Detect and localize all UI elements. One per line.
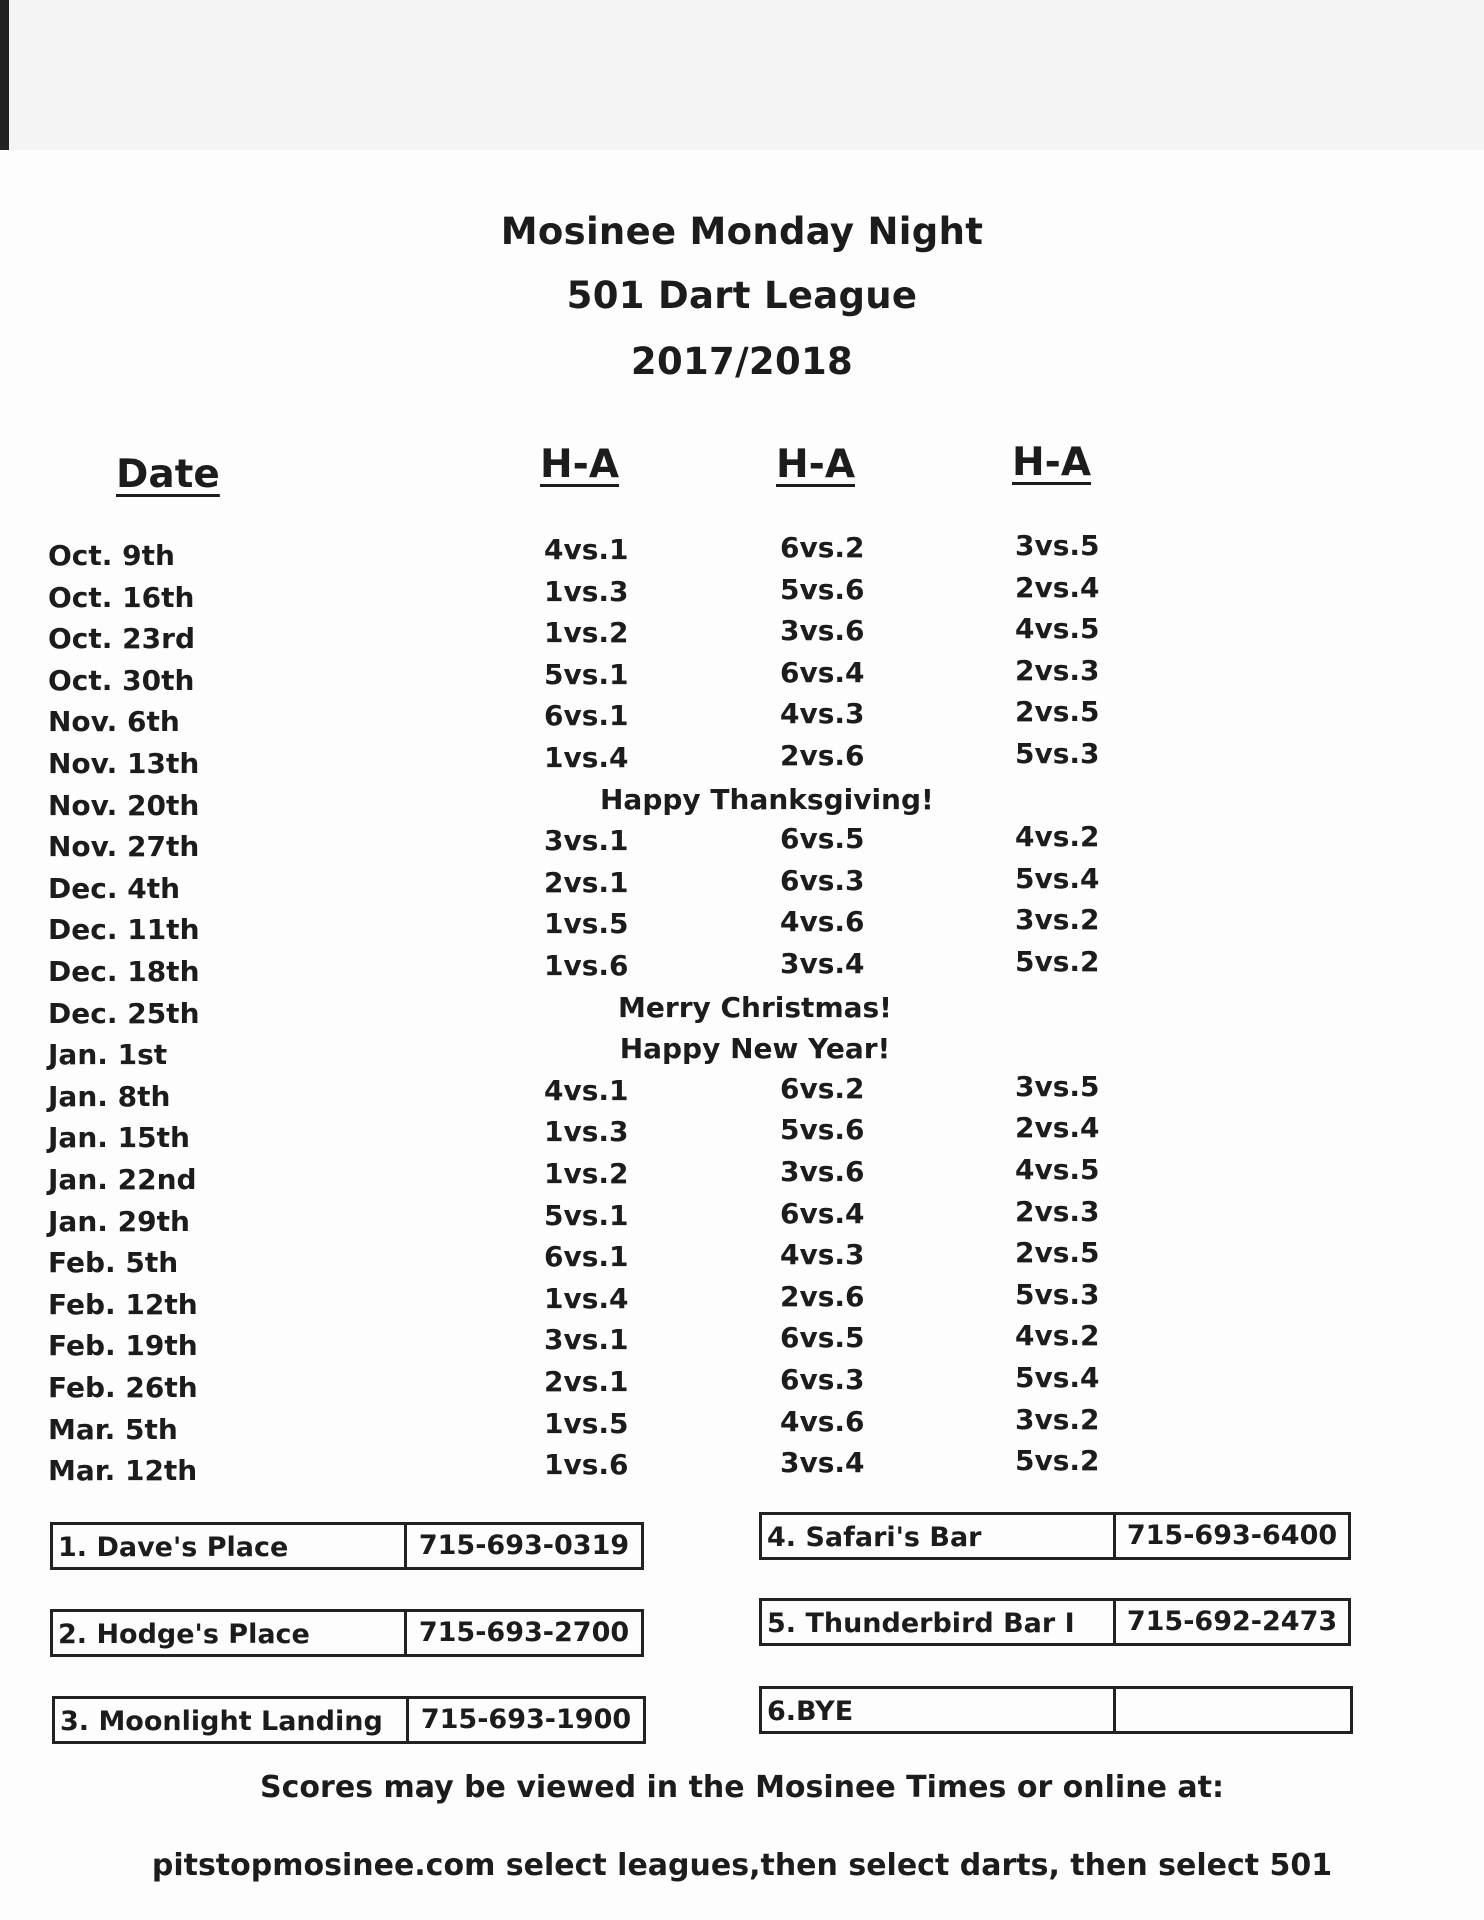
match-home-away-3: 2vs.5: [1015, 695, 1100, 729]
schedule-row: [0, 820, 1300, 870]
schedule-date: Jan. 8th: [48, 1079, 171, 1113]
match-home-away-3: 4vs.2: [1015, 1319, 1100, 1353]
schedule-date: Oct. 23rd: [48, 622, 195, 656]
match-home-away-3: 2vs.4: [1015, 570, 1100, 604]
schedule-row: [0, 1444, 1300, 1494]
schedule-date: Mar. 12th: [48, 1454, 198, 1488]
match-home-away-3: 5vs.2: [1015, 945, 1100, 978]
schedule-date: Feb. 5th: [48, 1246, 179, 1280]
venue-name: 1. Dave's Place: [53, 1525, 407, 1567]
match-home-away-1: 3vs.1: [544, 824, 629, 858]
venue-name: 3. Moonlight Landing: [55, 1699, 409, 1741]
match-home-away-2: 3vs.6: [780, 614, 865, 648]
match-home-away-2: 6vs.2: [780, 531, 865, 564]
match-home-away-2: 2vs.6: [780, 739, 865, 772]
match-home-away-2: 6vs.3: [780, 1363, 865, 1396]
match1-column-header: H-A: [540, 442, 620, 487]
schedule-row: [0, 1153, 1300, 1203]
match-home-away-2: 6vs.5: [780, 1321, 865, 1355]
match-home-away-2: 4vs.6: [780, 1404, 865, 1438]
schedule-row: [0, 1236, 1300, 1286]
match-home-away-2: 6vs.2: [780, 1071, 865, 1105]
match-home-away-3: 5vs.4: [1015, 1361, 1100, 1394]
title-line-1: Mosinee Monday Night: [500, 210, 984, 253]
venue-box-3: [52, 1696, 646, 1744]
schedule-date: Dec. 4th: [48, 871, 181, 905]
scan-edge: [0, 0, 9, 152]
match-home-away-1: 1vs.5: [544, 907, 629, 941]
match-home-away-1: 1vs.3: [544, 1115, 629, 1149]
venue-name: 4. Safari's Bar: [762, 1515, 1116, 1557]
schedule-date: Jan. 1st: [48, 1038, 168, 1072]
match-home-away-2: 3vs.4: [780, 1446, 865, 1480]
match-home-away-3: 2vs.3: [1015, 653, 1100, 687]
schedule-row: [0, 1319, 1300, 1369]
schedule-row: [0, 1032, 1300, 1078]
match-home-away-2: 2vs.6: [780, 1279, 865, 1313]
venue-phone: [1116, 1689, 1350, 1731]
match-home-away-3: 5vs.3: [1015, 737, 1100, 770]
match-home-away-1: 1vs.4: [544, 741, 629, 774]
schedule-date: Mar. 5th: [48, 1412, 178, 1446]
holiday-note: Happy Thanksgiving!: [600, 782, 934, 816]
match-home-away-1: 6vs.1: [544, 1240, 629, 1274]
venue-box-5: [759, 1598, 1351, 1646]
venue-box-4: [759, 1512, 1351, 1560]
match-home-away-1: 5vs.1: [544, 1198, 629, 1232]
schedule-row: [0, 695, 1300, 745]
schedule-date: Jan. 15th: [48, 1121, 190, 1155]
venue-name: 6.BYE: [762, 1689, 1116, 1731]
match-home-away-1: 1vs.6: [544, 1448, 629, 1482]
schedule-row: [0, 737, 1300, 787]
footer-line-1: Scores may be viewed in the Mosinee Times or online at:: [260, 1770, 1224, 1805]
title-line-2: 501 Dart League: [566, 274, 918, 317]
schedule-date: Dec. 11th: [48, 913, 200, 947]
date-column-header: Date: [116, 452, 220, 497]
schedule-date: Dec. 18th: [48, 955, 200, 988]
match-home-away-1: 6vs.1: [544, 699, 629, 733]
venue-phone: 715-693-6400: [1126, 1520, 1338, 1551]
match-home-away-3: 3vs.5: [1015, 1069, 1100, 1103]
match-home-away-3: 3vs.2: [1015, 1402, 1100, 1436]
schedule-row: [0, 529, 1300, 579]
schedule-row: [0, 1402, 1300, 1453]
schedule-date: Feb. 12th: [48, 1287, 198, 1321]
venue-name: 2. Hodge's Place: [53, 1612, 407, 1654]
venue-name: 5. Thunderbird Bar I: [762, 1601, 1116, 1643]
match-home-away-1: 1vs.4: [544, 1281, 629, 1315]
match-home-away-2: 6vs.3: [780, 863, 865, 897]
match-home-away-1: 3vs.1: [544, 1323, 629, 1357]
schedule-date: Jan. 22nd: [48, 1163, 197, 1196]
match-home-away-3: 5vs.2: [1015, 1444, 1100, 1478]
schedule-row: [0, 612, 1300, 662]
venue-box-6: [759, 1686, 1353, 1734]
schedule-row: [0, 1361, 1300, 1411]
match-home-away-1: 4vs.1: [544, 533, 629, 566]
match-home-away-3: 3vs.5: [1015, 529, 1100, 562]
match-home-away-1: 1vs.2: [544, 1157, 629, 1190]
venue-phone: 715-693-2700: [418, 1617, 630, 1648]
venue-phone: 715-693-0319: [418, 1530, 630, 1561]
match-home-away-2: 6vs.4: [780, 655, 865, 689]
venue-phone: 715-692-2473: [1126, 1606, 1338, 1637]
schedule-row: [0, 1277, 1300, 1328]
match-home-away-1: 1vs.3: [544, 574, 629, 608]
match-home-away-3: 5vs.4: [1015, 861, 1100, 895]
match-home-away-3: 2vs.4: [1015, 1111, 1100, 1145]
schedule-date: Oct. 16th: [48, 580, 195, 614]
match-home-away-2: 5vs.6: [780, 572, 865, 606]
match-home-away-1: 4vs.1: [544, 1073, 629, 1107]
venue-phone: 715-693-1900: [420, 1704, 632, 1735]
schedule-date: Dec. 25th: [48, 996, 200, 1030]
match-home-away-3: 4vs.5: [1015, 612, 1100, 646]
match-home-away-2: 6vs.4: [780, 1196, 865, 1230]
schedule-row: [0, 1111, 1300, 1161]
schedule-date: Nov. 27th: [48, 830, 200, 864]
schedule-row: [0, 782, 1300, 829]
schedule-row: [0, 990, 1300, 1037]
schedule-row: [0, 653, 1300, 704]
schedule-date: Nov. 6th: [48, 705, 180, 739]
schedule-row: [0, 1069, 1300, 1120]
schedule-date: Nov. 13th: [48, 747, 200, 780]
schedule-date: Oct. 9th: [48, 539, 175, 572]
match-home-away-3: 2vs.3: [1015, 1194, 1100, 1228]
venue-box-2: [50, 1609, 644, 1657]
match-home-away-1: 2vs.1: [544, 1365, 629, 1398]
match3-column-header: H-A: [1012, 440, 1092, 485]
match-home-away-3: 2vs.5: [1015, 1236, 1100, 1270]
match-home-away-1: 1vs.6: [544, 949, 629, 982]
match-home-away-2: 5vs.6: [780, 1113, 865, 1147]
match-home-away-1: 1vs.2: [544, 616, 629, 650]
schedule-row: [0, 945, 1300, 995]
schedule-row: [0, 570, 1300, 621]
schedule-sheet: [0, 150, 1484, 1920]
match-home-away-2: 4vs.3: [780, 1238, 865, 1272]
schedule-row: [0, 903, 1300, 953]
match-home-away-3: 4vs.2: [1015, 820, 1100, 854]
match-home-away-2: 4vs.6: [780, 905, 865, 939]
footer-line-2: pitstopmosinee.com select leagues,then select darts, then select 501: [151, 1848, 1333, 1883]
venue-box-1: [50, 1522, 644, 1570]
schedule-row: [0, 1194, 1300, 1245]
match-home-away-1: 1vs.5: [544, 1406, 629, 1440]
match-home-away-2: 6vs.5: [780, 822, 865, 856]
match-home-away-3: 4vs.5: [1015, 1153, 1100, 1186]
match-home-away-1: 5vs.1: [544, 657, 629, 691]
match-home-away-2: 3vs.6: [780, 1155, 865, 1188]
match-home-away-2: 3vs.4: [780, 947, 865, 980]
match-home-away-3: 5vs.3: [1015, 1277, 1100, 1311]
match-home-away-2: 4vs.3: [780, 697, 865, 731]
match-home-away-1: 2vs.1: [544, 865, 629, 899]
title-line-3: 2017/2018: [630, 340, 854, 383]
schedule-date: Nov. 20th: [48, 788, 200, 822]
schedule-date: Feb. 19th: [48, 1329, 198, 1363]
holiday-note: Merry Christmas!: [618, 990, 892, 1024]
scan-background: [0, 0, 1484, 152]
schedule-row: [0, 861, 1300, 912]
schedule-date: Jan. 29th: [48, 1204, 190, 1238]
holiday-note: Happy New Year!: [619, 1032, 891, 1066]
match2-column-header: H-A: [776, 442, 856, 487]
schedule-date: Oct. 30th: [48, 663, 195, 697]
schedule-date: Feb. 26th: [48, 1371, 198, 1404]
match-home-away-3: 3vs.2: [1015, 903, 1100, 937]
